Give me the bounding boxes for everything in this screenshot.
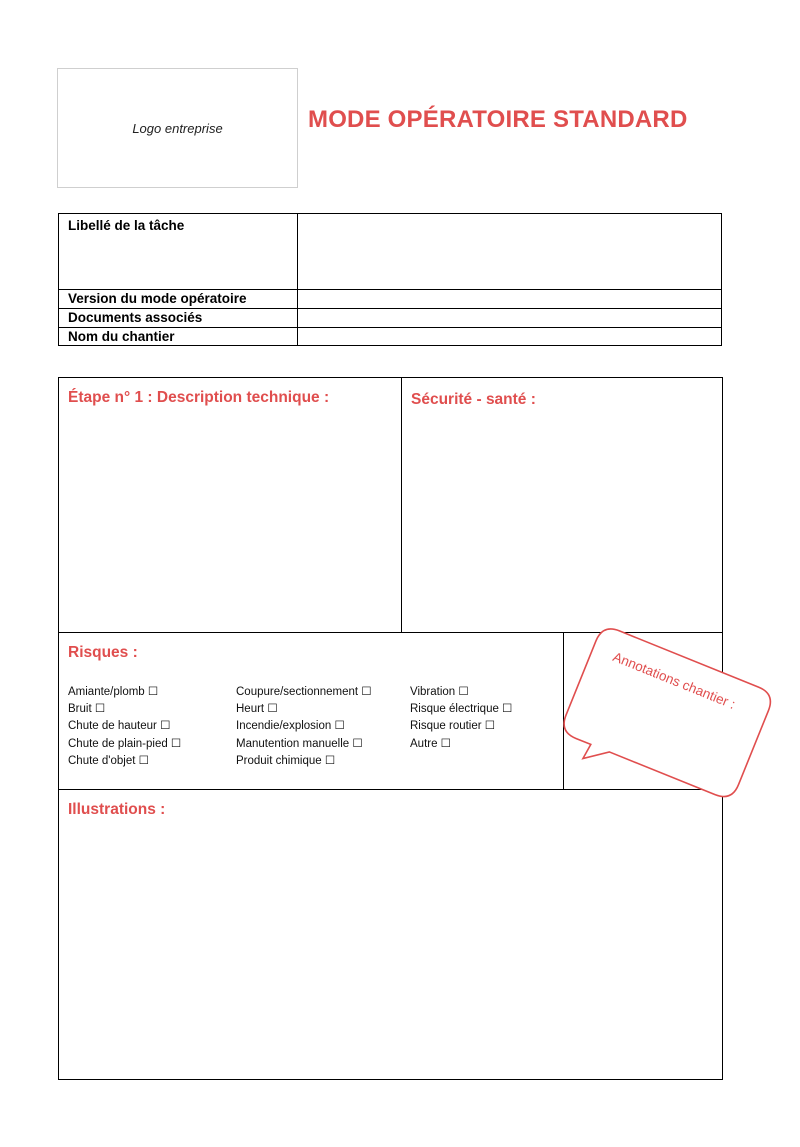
- table-row: [59, 328, 722, 346]
- divider-vertical-top: [401, 378, 402, 632]
- site-value-field[interactable]: [298, 328, 722, 346]
- annotation-label: Annotations chantier :: [610, 649, 738, 712]
- risk-checkbox-road[interactable]: Risque routier ☐: [410, 720, 496, 732]
- document-title: MODE OPÉRATOIRE STANDARD: [308, 106, 688, 133]
- task-info-table: [58, 213, 722, 346]
- site-label-cell: Nom du chantier: [59, 328, 298, 346]
- risk-checkbox-asbestos[interactable]: Amiante/plomb ☐: [68, 686, 159, 698]
- risk-checkbox-other[interactable]: Autre ☐: [410, 738, 451, 750]
- table-row: [59, 309, 722, 328]
- description-heading: Étape n° 1 : Description technique :: [68, 389, 330, 406]
- logo-label: Logo entreprise: [132, 120, 223, 136]
- risk-checkbox-chemical[interactable]: Produit chimique ☐: [236, 755, 336, 767]
- version-value-field[interactable]: [298, 290, 722, 309]
- risk-checkbox-cut[interactable]: Coupure/sectionnement ☐: [236, 686, 372, 698]
- documents-label-cell: Documents associés: [59, 309, 298, 328]
- risk-checkbox-fall-height[interactable]: Chute de hauteur ☐: [68, 720, 171, 732]
- annotation-callout[interactable]: [536, 612, 784, 812]
- risk-checkbox-vibration[interactable]: Vibration ☐: [410, 686, 469, 698]
- task-value-field[interactable]: [298, 214, 722, 290]
- risk-checkbox-noise[interactable]: Bruit ☐: [68, 703, 106, 715]
- risk-checkbox-fall-level[interactable]: Chute de plain-pied ☐: [68, 738, 182, 750]
- documents-value-field[interactable]: [298, 309, 722, 328]
- risk-checkbox-falling-object[interactable]: Chute d'objet ☐: [68, 755, 149, 767]
- security-heading: Sécurité - santé :: [411, 391, 536, 408]
- illustrations-heading: Illustrations :: [68, 801, 166, 818]
- risk-checkbox-electrical[interactable]: Risque électrique ☐: [410, 703, 513, 715]
- table-row: [59, 214, 722, 290]
- version-label-cell: Version du mode opératoire: [59, 290, 298, 309]
- risk-checkbox-manual-handling[interactable]: Manutention manuelle ☐: [236, 738, 363, 750]
- logo-placeholder: [57, 68, 298, 188]
- task-label-cell: Libellé de la tâche: [59, 214, 298, 290]
- risk-checkbox-fire[interactable]: Incendie/explosion ☐: [236, 720, 345, 732]
- annotation-shape: [553, 624, 775, 812]
- risks-heading: Risques :: [68, 644, 138, 661]
- risk-checkbox-impact[interactable]: Heurt ☐: [236, 703, 278, 715]
- table-row: [59, 290, 722, 309]
